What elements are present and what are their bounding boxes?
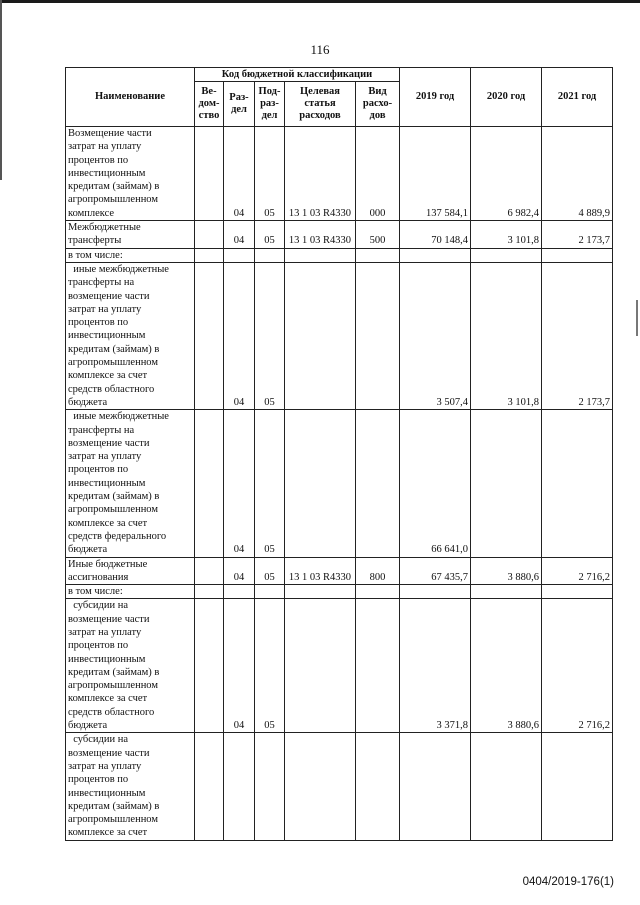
cell-expense-type bbox=[356, 733, 400, 840]
cell-2021 bbox=[542, 733, 613, 840]
cell-target-article: 13 1 03 R4330 bbox=[285, 221, 356, 249]
cell-2020 bbox=[471, 248, 542, 262]
cell-expense-type bbox=[356, 248, 400, 262]
cell-2019: 137 584,1 bbox=[400, 127, 471, 221]
table-row bbox=[66, 557, 613, 585]
cell-razdel bbox=[224, 733, 255, 840]
cell-podrazdel: 05 bbox=[255, 127, 285, 221]
cell-2021: 2 173,7 bbox=[542, 262, 613, 409]
col-header-code-group: Код бюджетной классификации bbox=[195, 68, 400, 82]
cell-razdel: 04 bbox=[224, 127, 255, 221]
cell-2020: 3 880,6 bbox=[471, 557, 542, 585]
cell-2020: 6 982,4 bbox=[471, 127, 542, 221]
cell-podrazdel bbox=[255, 248, 285, 262]
table-row bbox=[66, 410, 613, 557]
cell-target-article bbox=[285, 410, 356, 557]
cell-2021 bbox=[542, 585, 613, 599]
cell-razdel bbox=[224, 248, 255, 262]
cell-2019 bbox=[400, 733, 471, 840]
cell-name: субсидии на возмещение части затрат на уплату процентов по инвестиционным кредитам (займам) в агропромышленном комплексе за счет средств областного бюджета bbox=[66, 599, 195, 733]
cell-name: Возмещение части затрат на уплату процентов по инвестиционным кредитам (займам) в агропромышленном комплексе bbox=[66, 127, 195, 221]
cell-target-article bbox=[285, 248, 356, 262]
cell-podrazdel bbox=[255, 585, 285, 599]
cell-name: иные межбюджетные трансферты на возмещение части затрат на уплату процентов по инвестиционным кредитам (займам) в агропромышленном комплексе за счет средств областного бюджета bbox=[66, 262, 195, 409]
cell-2020 bbox=[471, 733, 542, 840]
cell-expense-type bbox=[356, 599, 400, 733]
col-header-target-article: Целевая статья расходов bbox=[285, 82, 356, 127]
col-header-vedomstvo: Ве- дом- ство bbox=[195, 82, 224, 127]
cell-2020 bbox=[471, 410, 542, 557]
cell-vedomstvo bbox=[195, 221, 224, 249]
cell-target-article bbox=[285, 599, 356, 733]
col-header-podrazdel: Под- раз- дел bbox=[255, 82, 285, 127]
col-header-expense-type: Вид расхо- дов bbox=[356, 82, 400, 127]
cell-razdel: 04 bbox=[224, 557, 255, 585]
cell-podrazdel bbox=[255, 733, 285, 840]
cell-2021 bbox=[542, 410, 613, 557]
cell-2021 bbox=[542, 248, 613, 262]
cell-name: иные межбюджетные трансферты на возмещение части затрат на уплату процентов по инвестиционным кредитам (займам) в агропромышленном комплексе за счет средств федерального бюджета bbox=[66, 410, 195, 557]
cell-2019 bbox=[400, 248, 471, 262]
cell-name: в том числе: bbox=[66, 585, 195, 599]
col-header-razdel: Раз- дел bbox=[224, 82, 255, 127]
cell-vedomstvo bbox=[195, 557, 224, 585]
cell-vedomstvo bbox=[195, 733, 224, 840]
table-row bbox=[66, 127, 613, 221]
cell-name: субсидии на возмещение части затрат на уплату процентов по инвестиционным кредитам (займам) в агропромышленном комплексе за счет bbox=[66, 733, 195, 840]
top-border-line bbox=[0, 0, 640, 3]
cell-2021: 2 716,2 bbox=[542, 599, 613, 733]
cell-expense-type: 000 bbox=[356, 127, 400, 221]
cell-vedomstvo bbox=[195, 410, 224, 557]
cell-expense-type bbox=[356, 410, 400, 557]
cell-razdel: 04 bbox=[224, 221, 255, 249]
cell-vedomstvo bbox=[195, 127, 224, 221]
cell-podrazdel: 05 bbox=[255, 599, 285, 733]
table-row bbox=[66, 585, 613, 599]
cell-expense-type bbox=[356, 262, 400, 409]
cell-2020: 3 101,8 bbox=[471, 221, 542, 249]
cell-razdel: 04 bbox=[224, 410, 255, 557]
cell-podrazdel: 05 bbox=[255, 557, 285, 585]
cell-razdel bbox=[224, 585, 255, 599]
cell-target-article bbox=[285, 733, 356, 840]
cell-vedomstvo bbox=[195, 599, 224, 733]
page-number: 116 bbox=[310, 42, 330, 57]
table-row bbox=[66, 262, 613, 409]
cell-2019: 66 641,0 bbox=[400, 410, 471, 557]
col-header-2019: 2019 год bbox=[400, 68, 471, 127]
cell-2021: 2 716,2 bbox=[542, 557, 613, 585]
document-code: 0404/2019-176(1) bbox=[522, 876, 614, 888]
cell-2019: 67 435,7 bbox=[400, 557, 471, 585]
left-border-line bbox=[0, 0, 2, 180]
cell-target-article: 13 1 03 R4330 bbox=[285, 127, 356, 221]
cell-2019: 70 148,4 bbox=[400, 221, 471, 249]
cell-expense-type: 800 bbox=[356, 557, 400, 585]
cell-podrazdel: 05 bbox=[255, 410, 285, 557]
cell-target-article bbox=[285, 262, 356, 409]
col-header-2020: 2020 год bbox=[471, 68, 542, 127]
cell-2020: 3 101,8 bbox=[471, 262, 542, 409]
cell-2019: 3 371,8 bbox=[400, 599, 471, 733]
cell-2020: 3 880,6 bbox=[471, 599, 542, 733]
cell-target-article bbox=[285, 585, 356, 599]
scan-mark bbox=[636, 300, 638, 336]
table-body bbox=[66, 127, 613, 841]
cell-2019 bbox=[400, 585, 471, 599]
cell-2021: 2 173,7 bbox=[542, 221, 613, 249]
cell-vedomstvo bbox=[195, 248, 224, 262]
cell-razdel: 04 bbox=[224, 599, 255, 733]
cell-name: Межбюджетные трансферты bbox=[66, 221, 195, 249]
cell-expense-type: 500 bbox=[356, 221, 400, 249]
cell-2021: 4 889,9 bbox=[542, 127, 613, 221]
cell-2020 bbox=[471, 585, 542, 599]
col-header-2021: 2021 год bbox=[542, 68, 613, 127]
cell-name: в том числе: bbox=[66, 248, 195, 262]
cell-expense-type bbox=[356, 585, 400, 599]
cell-vedomstvo bbox=[195, 585, 224, 599]
cell-vedomstvo bbox=[195, 262, 224, 409]
cell-razdel: 04 bbox=[224, 262, 255, 409]
cell-name: Иные бюджетные ассигнования bbox=[66, 557, 195, 585]
table-row bbox=[66, 221, 613, 249]
col-header-name: Наименование bbox=[66, 68, 195, 127]
table-row bbox=[66, 599, 613, 733]
cell-podrazdel: 05 bbox=[255, 221, 285, 249]
cell-2019: 3 507,4 bbox=[400, 262, 471, 409]
table-row bbox=[66, 733, 613, 840]
budget-table bbox=[65, 67, 613, 841]
cell-target-article: 13 1 03 R4330 bbox=[285, 557, 356, 585]
cell-podrazdel: 05 bbox=[255, 262, 285, 409]
table-row bbox=[66, 248, 613, 262]
